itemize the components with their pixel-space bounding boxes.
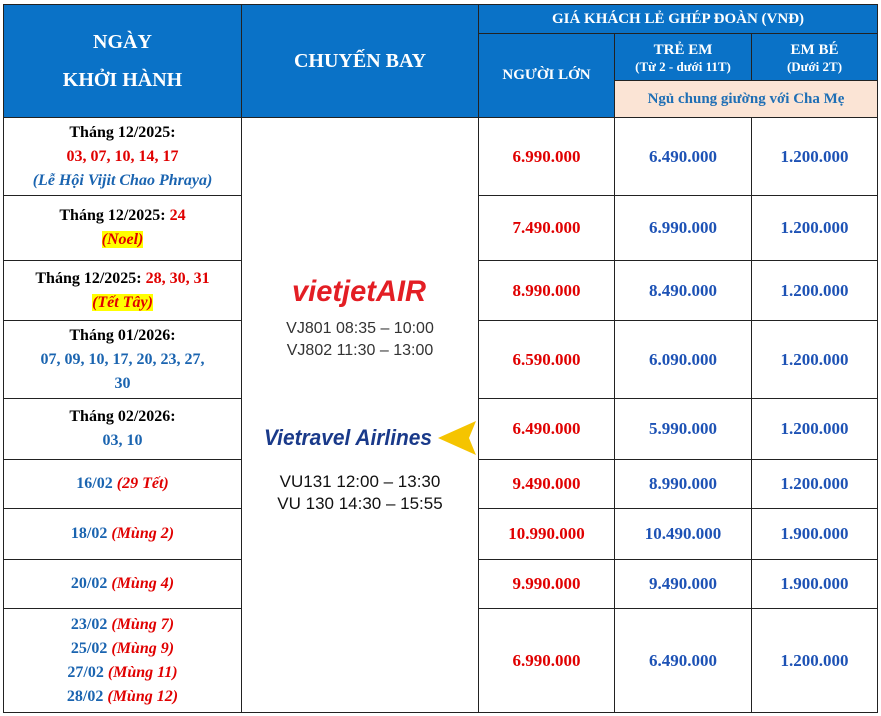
shared-bed-note: Ngủ chung giường với Cha Mẹ — [615, 81, 878, 118]
date-label: 20/02 — [70, 575, 108, 592]
vietravel-logo-text: Vietravel Airlines — [264, 425, 432, 450]
date-cell — [4, 196, 242, 261]
baby-price: 1.200.000 — [752, 609, 878, 713]
event-note: (Lễ Hội Vijit Chao Phraya) — [32, 171, 213, 189]
month-label: Tháng 01/2026: — [69, 326, 176, 344]
event-note: (Mùng 12) — [107, 687, 179, 705]
tour-price-table — [3, 4, 878, 713]
adult-price: 6.490.000 — [479, 399, 615, 460]
departure-date-header-line1: NGÀY — [93, 31, 152, 53]
flight-header: CHUYẾN BAY — [242, 5, 479, 118]
date-cell — [4, 460, 242, 509]
vietravel-flight-return: VU 130 14:30 – 15:55 — [277, 494, 443, 513]
event-note: (Noel) — [101, 231, 144, 248]
month-label: Tháng 02/2026: — [69, 408, 176, 425]
child-header-note: (Từ 2 - dưới 11T) — [635, 58, 731, 74]
vietjet-logo-text: vietjetAIR — [292, 275, 427, 308]
flight-cell — [242, 118, 479, 713]
baby-price: 1.200.000 — [752, 321, 878, 399]
day-list: 07, 09, 10, 17, 20, 23, 27, — [40, 350, 205, 368]
baby-header-note: (Dưới 2T) — [786, 58, 843, 74]
event-note: (Mùng 4) — [111, 575, 175, 592]
date-cell — [4, 399, 242, 460]
date-cell — [4, 261, 242, 321]
vietjet-logo — [290, 274, 430, 308]
month-label: Tháng 12/2025: — [69, 123, 176, 141]
day-list: 03, 10 — [102, 432, 143, 449]
adult-price: 9.490.000 — [479, 460, 615, 509]
child-price: 8.990.000 — [615, 460, 752, 509]
vietravel-schedule — [242, 471, 478, 515]
child-price: 6.490.000 — [615, 609, 752, 713]
child-price: 6.090.000 — [615, 321, 752, 399]
date-cell — [4, 321, 242, 399]
price-group-header: GIÁ KHÁCH LẺ GHÉP ĐOÀN (VNĐ) — [479, 5, 878, 34]
event-note: (Mùng 2) — [111, 525, 175, 542]
event-note: (Mùng 9) — [111, 639, 175, 657]
child-price: 5.990.000 — [615, 399, 752, 460]
event-note: (Mùng 7) — [111, 615, 175, 633]
event-note: (Mùng 11) — [107, 663, 178, 681]
month-label: Tháng 12/2025: — [59, 207, 166, 224]
adult-price: 6.990.000 — [479, 118, 615, 196]
date-label: 23/02 — [70, 615, 108, 633]
adult-price: 8.990.000 — [479, 261, 615, 321]
child-price: 9.490.000 — [615, 560, 752, 609]
vietravel-flight-out: VU131 12:00 – 13:30 — [279, 472, 441, 491]
date-label: 18/02 — [70, 525, 108, 542]
vietjet-flight-return: VJ802 11:30 – 13:00 — [286, 342, 434, 359]
baby-price: 1.200.000 — [752, 196, 878, 261]
child-header — [615, 34, 752, 81]
child-price: 10.490.000 — [615, 509, 752, 560]
baby-price: 1.900.000 — [752, 509, 878, 560]
baby-header-label: EM BÉ — [790, 41, 839, 58]
adult-price: 9.990.000 — [479, 560, 615, 609]
adult-price: 7.490.000 — [479, 196, 615, 261]
adult-price: 10.990.000 — [479, 509, 615, 560]
child-price: 6.490.000 — [615, 118, 752, 196]
child-header-label: TRẺ EM — [653, 41, 713, 58]
event-note: (29 Tết) — [116, 475, 169, 492]
table-row — [4, 118, 878, 196]
departure-date-header-line2: KHỞI HÀNH — [62, 69, 183, 91]
baby-price: 1.200.000 — [752, 399, 878, 460]
child-price: 6.990.000 — [615, 196, 752, 261]
date-cell — [4, 118, 242, 196]
baby-price: 1.200.000 — [752, 261, 878, 321]
event-note: (Tết Tây) — [92, 293, 153, 311]
date-cell — [4, 560, 242, 609]
month-label: Tháng 12/2025: — [35, 269, 142, 287]
baby-price: 1.200.000 — [752, 118, 878, 196]
departure-date-header — [4, 5, 242, 118]
day-list-cont: 30 — [114, 374, 131, 392]
vietravel-wing-icon — [438, 421, 476, 455]
date-label: 25/02 — [70, 639, 108, 657]
adult-price: 6.990.000 — [479, 609, 615, 713]
date-label: 16/02 — [76, 475, 113, 492]
vietjet-flight-out: VJ801 08:35 – 10:00 — [286, 320, 434, 337]
adult-header: NGƯỜI LỚN — [479, 34, 615, 118]
child-price: 8.490.000 — [615, 261, 752, 321]
adult-price: 6.590.000 — [479, 321, 615, 399]
date-label: 28/02 — [66, 687, 104, 705]
vietjet-schedule — [242, 318, 478, 362]
baby-price: 1.200.000 — [752, 460, 878, 509]
baby-header — [752, 34, 878, 81]
date-cell — [4, 609, 242, 713]
date-cell — [4, 509, 242, 560]
vietravel-logo — [264, 418, 476, 458]
date-label: 27/02 — [67, 663, 104, 681]
baby-price: 1.900.000 — [752, 560, 878, 609]
day-list: 03, 07, 10, 14, 17 — [66, 147, 179, 165]
day-list: 24 — [169, 207, 186, 224]
day-list: 28, 30, 31 — [145, 269, 210, 287]
